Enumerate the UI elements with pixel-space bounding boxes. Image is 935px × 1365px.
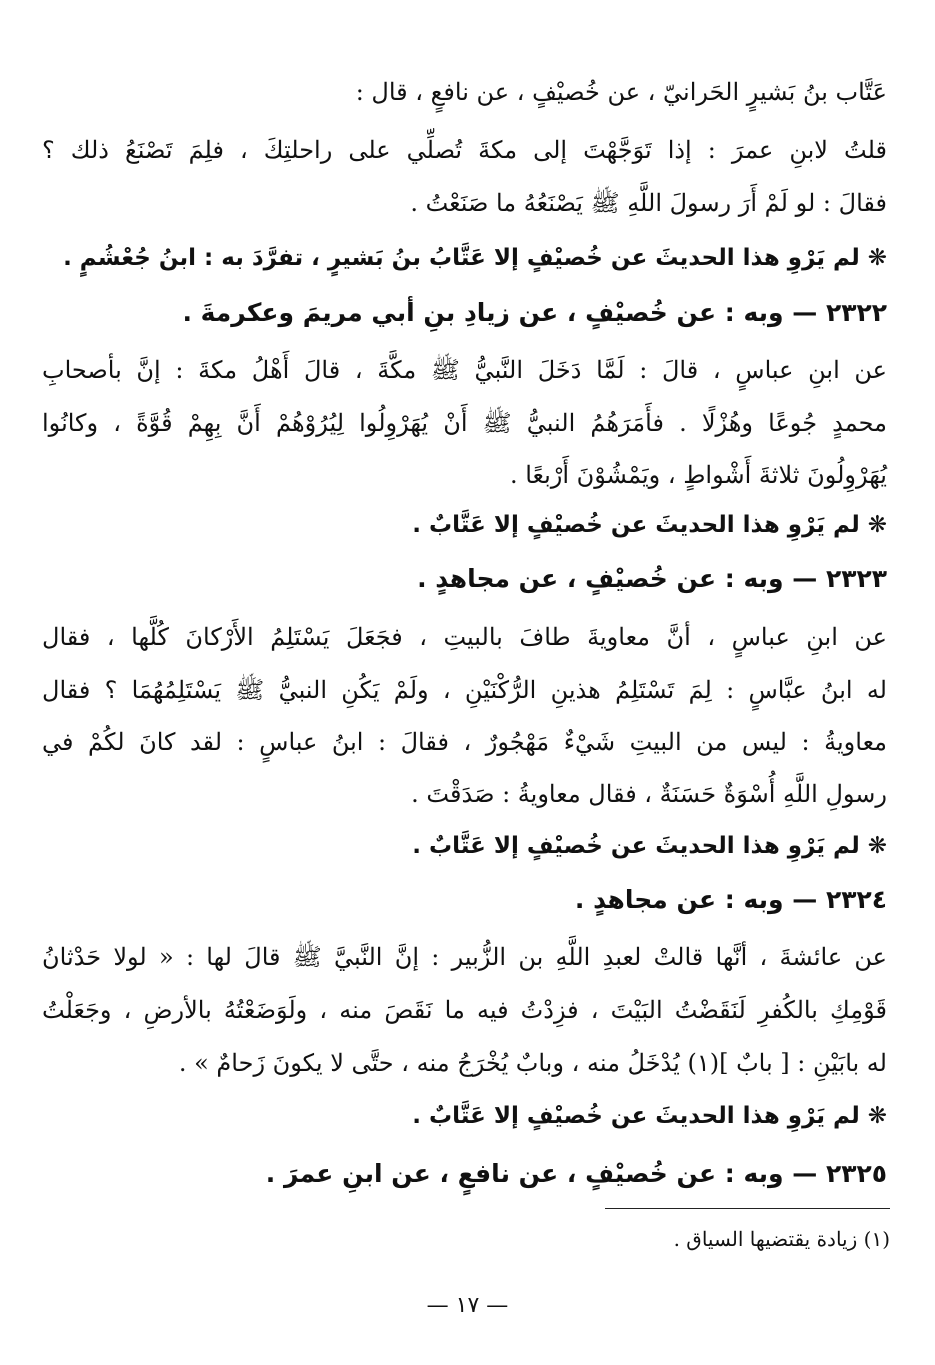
hadith-number-line: ٢٣٢٢ — وبه : عن خُصيْفٍ ، عن زيادِ بنِ أبي مريمَ وعكرمةَ . (182, 298, 887, 327)
hadith-note: ❋ لم يَرْوِ هذا الحديثَ عن خُصيْفٍ إلا عَتَّابٌ . (412, 512, 887, 538)
page-number: — ١٧ — (426, 1293, 509, 1318)
text-line: له ابنُ عبَّاسٍ : لِمَ تَسْتَلِمُ هذينِ الرُّكْنَيْنِ ، ولَمْ يَكُنِ النبيُّ ﷺ يَسْتَلِمُهُمَا ؟ فقال (42, 676, 887, 704)
text-line: عن عائشةَ ، أنَّها قالتْ لعبدِ اللَّهِ بن الزُّبير : إنَّ النَّبيَّ ﷺ قالَ لها : « لولا حَدْثانُ (42, 943, 887, 971)
text-line: عن ابنِ عباسٍ ، أنَّ معاويةَ طافَ بالبيتِ ، فجَعَلَ يَسْتَلِمُ الأَرْكانَ كُلَّها ، فقال (42, 623, 887, 651)
text-line: قَوْمِكِ بالكُفرِ لَنَقَضْتُ البَيْتَ ، فزِدْتُ فيه ما نَقَصَ منه ، ولَوَضَعْتُهُ بالأرضِ ، وجَعَلْتُ (42, 996, 887, 1024)
text-line: يُهَرْوِلُونَ ثلاثةَ أَشْواطٍ ، ويَمْشُوْنَ أَرْبعًا . (509, 461, 887, 489)
text-line: رسولِ اللَّهِ أُسْوَةٌ حَسَنَةٌ ، فقال معاويةُ : صَدَقْتَ . (411, 780, 887, 808)
footnote: (١) زيادة يقتضيها السياق . (673, 1227, 890, 1251)
hadith-number-line: ٢٣٢٥ — وبه : عن خُصيْفٍ ، عن نافعٍ ، عن ابنِ عمرَ . (265, 1159, 887, 1188)
text-line: فقالَ : لو لَمْ أَرَ رسولَ اللَّهِ ﷺ يَصْنَعُهُ ما صَنَعْتُ . (410, 189, 887, 217)
text-line: معاويةُ : ليس من البيتِ شَيْءٌ مَهْجُورٌ ، فقالَ : ابنُ عباسٍ : لقد كانَ لكُمْ في (42, 728, 887, 756)
hadith-note: ❋ لم يَرْوِ هذا الحديثَ عن خُصيْفٍ إلا عَتَّابٌ . (412, 833, 887, 859)
footnote-divider (605, 1208, 890, 1209)
text-line: له بابَيْنِ : [ بابٌ ](١) يُدْخَلُ منه ، وبابٌ يُخْرَجُ منه ، حتَّى لا يكونَ زَحامٌ » . (178, 1049, 887, 1077)
text-line: محمدٍ جُوعًا وهُزْلًا . فأَمَرَهُمُ النبيُّ ﷺ أَنْ يُهَرْوِلُوا لِيُرُوْهُمْ أَنَّ بِهِمْ قُوَّةً ، وكانُوا (42, 409, 887, 437)
text-line: قلتُ لابنِ عمرَ : إذا تَوَجَّهْتَ إلى مكةَ تُصلِّي على راحلتِكَ ، فلِمَ تَصْنَعُ ذلك ؟ (42, 136, 887, 164)
hadith-note: ❋ لم يَرْوِ هذا الحديثَ عن خُصيْفٍ إلا عَتَّابُ بنُ بَشيرٍ ، تفرَّدَ به : ابنُ جُعْشُمٍ . (63, 245, 887, 271)
hadith-number-line: ٢٣٢٣ — وبه : عن خُصيْفٍ ، عن مجاهدٍ . (417, 564, 887, 593)
hadith-number-line: ٢٣٢٤ — وبه : عن مجاهدٍ . (574, 885, 887, 914)
text-line: عن ابنِ عباسٍ ، قالَ : لَمَّا دَخَلَ النَّبيُّ ﷺ مكَّةَ ، قالَ أَهْلُ مكةَ : إنَّ بأصحابِ (42, 356, 887, 384)
text-line: عَتَّاب بنُ بَشيرٍ الحَرانيّ ، عن خُصيْفٍ ، عن نافعٍ ، قال : (355, 78, 887, 106)
hadith-note: ❋ لم يَرْوِ هذا الحديثَ عن خُصيْفٍ إلا عَتَّابٌ . (412, 1103, 887, 1129)
